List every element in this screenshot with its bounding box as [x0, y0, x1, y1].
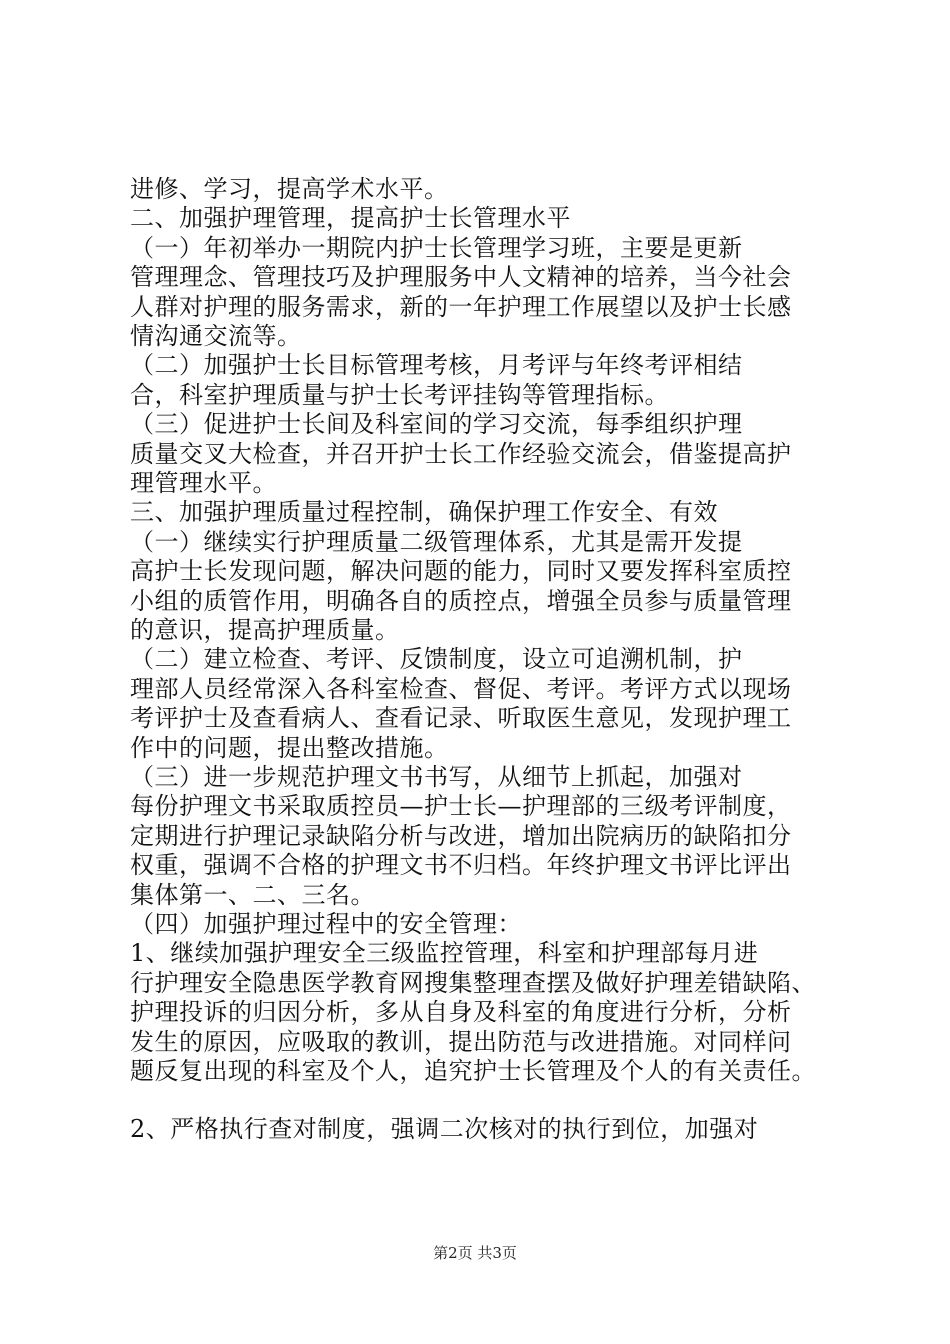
text-line: 考评护士及查看病人、查看记录、听取医生意见，发现护理工 [130, 704, 792, 733]
page-number-footer: 第2页 共3页 [433, 1244, 517, 1262]
text-line: （三）进一步规范护理文书书写，从细节上抓起，加强对 [130, 763, 743, 791]
text-line: 作中的问题，提出整改措施。 [130, 733, 449, 762]
text-line: 高护士长发现问题，解决问题的能力，同时又要发挥科室质控 [130, 557, 792, 586]
text-line: 行护理安全隐患医学教育网搜集整理查摆及做好护理差错缺陷、 [130, 968, 816, 997]
section-heading: 二、加强护理管理，提高护士长管理水平 [130, 204, 571, 233]
text-line: 集体第一、二、三名。 [130, 880, 375, 909]
text-line: 1、继续加强护理安全三级监控管理，科室和护理部每月进 [130, 939, 759, 968]
text-line: （一）年初举办一期院内护士长管理学习班，主要是更新 [130, 233, 743, 262]
text-line: 质量交叉大检查，并召开护士长工作经验交流会，借鉴提高护 [130, 439, 792, 468]
text-line: （三）促进护士长间及科室间的学习交流，每季组织护理 [130, 410, 743, 439]
text-line: 每份护理文书采取质控员—护士长—护理部的三级考评制度， [130, 792, 792, 821]
text-line: 题反复出现的科室及个人，追究护士长管理及个人的有关责任。 [130, 1057, 816, 1085]
text-line: 发生的原因，应吸取的教训，提出防范与改进措施。对同样问 [130, 1027, 792, 1056]
text-line: 理部人员经常深入各科室检查、督促、考评。考评方式以现场 [130, 674, 792, 703]
text-line: 定期进行护理记录缺陷分析与改进，增加出院病历的缺陷扣分 [130, 821, 792, 850]
text-line: 合，科室护理质量与护士长考评挂钩等管理指标。 [130, 380, 669, 409]
text-line: 理管理水平。 [130, 469, 277, 497]
text-line: 小组的质管作用，明确各自的质控点，增强全员参与质量管理 [130, 586, 792, 615]
text-line: （四）加强护理过程中的安全管理： [130, 910, 522, 938]
text-line: 进修、学习，提高学术水平。 [130, 175, 449, 203]
text-line: 人群对护理的服务需求，新的一年护理工作展望以及护士长感 [130, 292, 792, 321]
text-line: 2、严格执行查对制度，强调二次核对的执行到位，加强对 [130, 1115, 759, 1143]
text-line: 护理投诉的归因分析，多从自身及科室的角度进行分析，分析 [130, 998, 792, 1027]
text-line: 权重，强调不合格的护理文书不归档。年终护理文书评比评出 [130, 851, 792, 880]
text-line: （一）继续实行护理质量二级管理体系，尤其是需开发提 [130, 527, 743, 556]
text-line: 情沟通交流等。 [130, 322, 302, 350]
text-line: 的意识，提高护理质量。 [130, 616, 400, 644]
text-line: （二）建立检查、考评、反馈制度，设立可追溯机制，护 [130, 645, 743, 674]
section-heading: 三、加强护理质量过程控制，确保护理工作安全、有效 [130, 498, 718, 527]
text-line: 管理理念、管理技巧及护理服务中人文精神的培养，当今社会 [130, 263, 792, 292]
text-line: （二）加强护士长目标管理考核，月考评与年终考评相结 [130, 351, 743, 380]
